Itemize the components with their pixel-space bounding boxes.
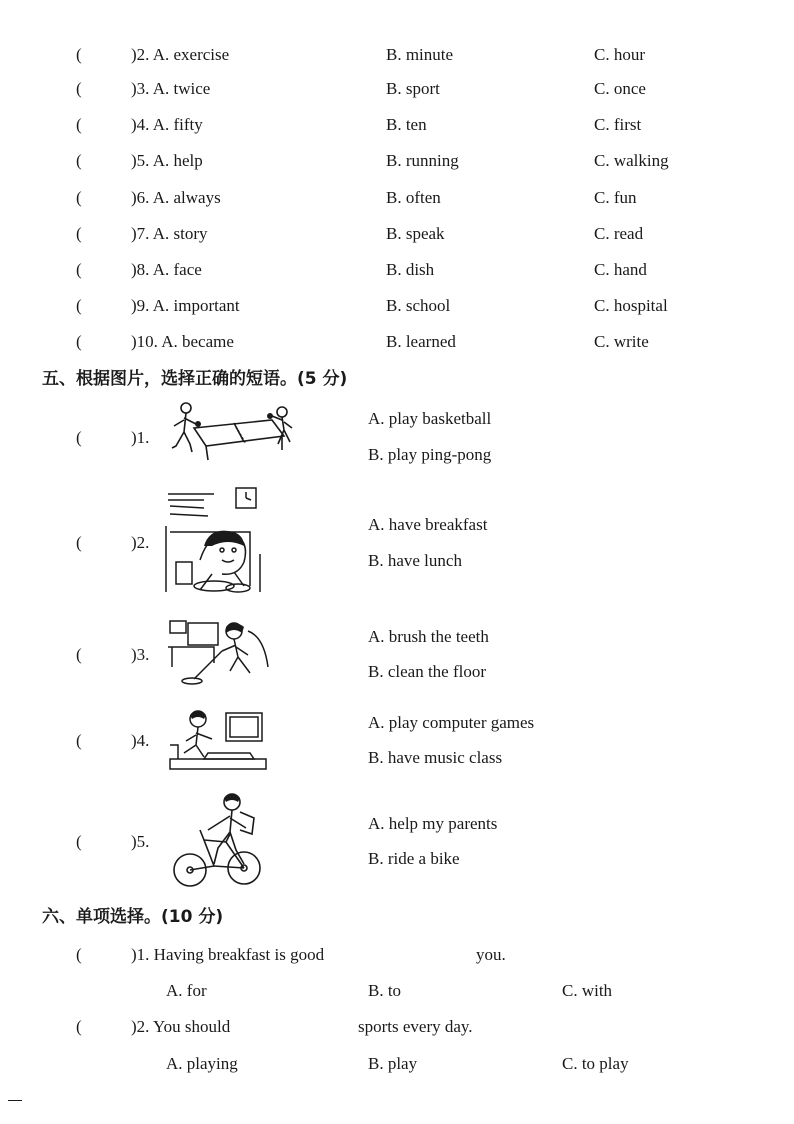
option-b: B. minute [386,45,454,64]
option-c: C. once [594,79,646,98]
answer-paren[interactable]: ( [76,645,82,664]
boy-computer-icon [164,705,272,775]
option-c: C. to play [562,1054,629,1073]
answer-paren[interactable]: ( [76,260,82,279]
option-a: )3. A. twice [131,79,211,98]
options-row [0,979,794,1003]
option-b: B. ten [386,115,427,134]
question-text-end: you. [476,945,506,964]
option-c: C. hour [594,45,645,64]
question-row [0,222,794,246]
option-b: B. often [386,188,441,207]
answer-paren[interactable]: ( [76,79,82,98]
question-number: )2. [131,533,150,552]
option-a: A. for [166,981,207,1000]
option-c: C. hand [594,260,647,279]
option-b: B. learned [386,332,456,351]
option-b: B. clean the floor [368,662,487,681]
option-b: B. running [386,151,459,170]
question-row [0,943,794,967]
option-b: B. school [386,296,451,315]
option-a: A. have breakfast [368,515,488,534]
option-c: C. with [562,981,613,1000]
option-a: )4. A. fifty [131,115,203,134]
option-c: C. fun [594,188,637,207]
option-b: B. have music class [368,748,503,767]
question-row [0,43,794,67]
answer-paren[interactable]: ( [76,332,82,351]
question-number: )4. [131,731,150,750]
answer-paren[interactable]: ( [76,945,82,964]
option-c: C. first [594,115,642,134]
answer-paren[interactable]: ( [76,296,82,315]
question-number: )3. [131,645,150,664]
question-text: )2. You should [131,1017,231,1036]
answer-paren[interactable]: ( [76,731,82,750]
boy-bike-icon [170,790,266,890]
question-number: )1. [131,428,150,447]
option-a: )9. A. important [131,296,240,315]
section-five-heading: 五、根据图片，选择正确的短语。(5 分) [42,369,348,389]
question-row [0,1015,794,1039]
answer-paren[interactable]: ( [76,45,82,64]
option-b: B. dish [386,260,435,279]
option-c: C. walking [594,151,669,170]
answer-paren[interactable]: ( [76,1017,82,1036]
option-a: )7. A. story [131,224,208,243]
option-a: A. help my parents [368,814,498,833]
option-a: )8. A. face [131,260,202,279]
question-row [0,294,794,318]
option-b: B. have lunch [368,551,462,570]
question-row [0,113,794,137]
option-a: A. playing [166,1054,238,1073]
page-edge-mark [8,1100,22,1101]
question-row [0,330,794,354]
option-c: C. read [594,224,644,243]
option-b: B. speak [386,224,445,243]
section-six-heading: 六、单项选择。(10 分) [42,907,224,927]
option-c: C. hospital [594,296,668,315]
option-b: B. sport [386,79,440,98]
question-row [0,77,794,101]
option-a: )6. A. always [131,188,221,207]
question-number: )5. [131,832,150,851]
question-row [0,258,794,282]
option-b: B. to [368,981,402,1000]
ping-pong-players-icon [164,400,298,464]
answer-paren[interactable]: ( [76,115,82,134]
option-a: A. brush the teeth [368,627,489,646]
answer-paren[interactable]: ( [76,224,82,243]
answer-paren[interactable]: ( [76,188,82,207]
question-row [0,186,794,210]
option-c: C. write [594,332,649,351]
option-a: )5. A. help [131,151,203,170]
answer-paren[interactable]: ( [76,428,82,447]
question-text: )1. Having breakfast is good [131,945,325,964]
question-row [0,149,794,173]
answer-paren[interactable]: ( [76,151,82,170]
option-b: B. play [368,1054,418,1073]
answer-paren[interactable]: ( [76,832,82,851]
option-a: A. play basketball [368,409,492,428]
option-a: )2. A. exercise [131,45,230,64]
girl-cleaning-icon [164,617,274,687]
boy-eating-icon [164,486,268,602]
question-text-end: sports every day. [358,1017,473,1036]
option-a: )10. A. became [131,332,234,351]
answer-paren[interactable]: ( [76,533,82,552]
option-a: A. play computer games [368,713,535,732]
option-b: B. ride a bike [368,849,460,868]
options-row [0,1052,794,1076]
option-b: B. play ping-pong [368,445,492,464]
